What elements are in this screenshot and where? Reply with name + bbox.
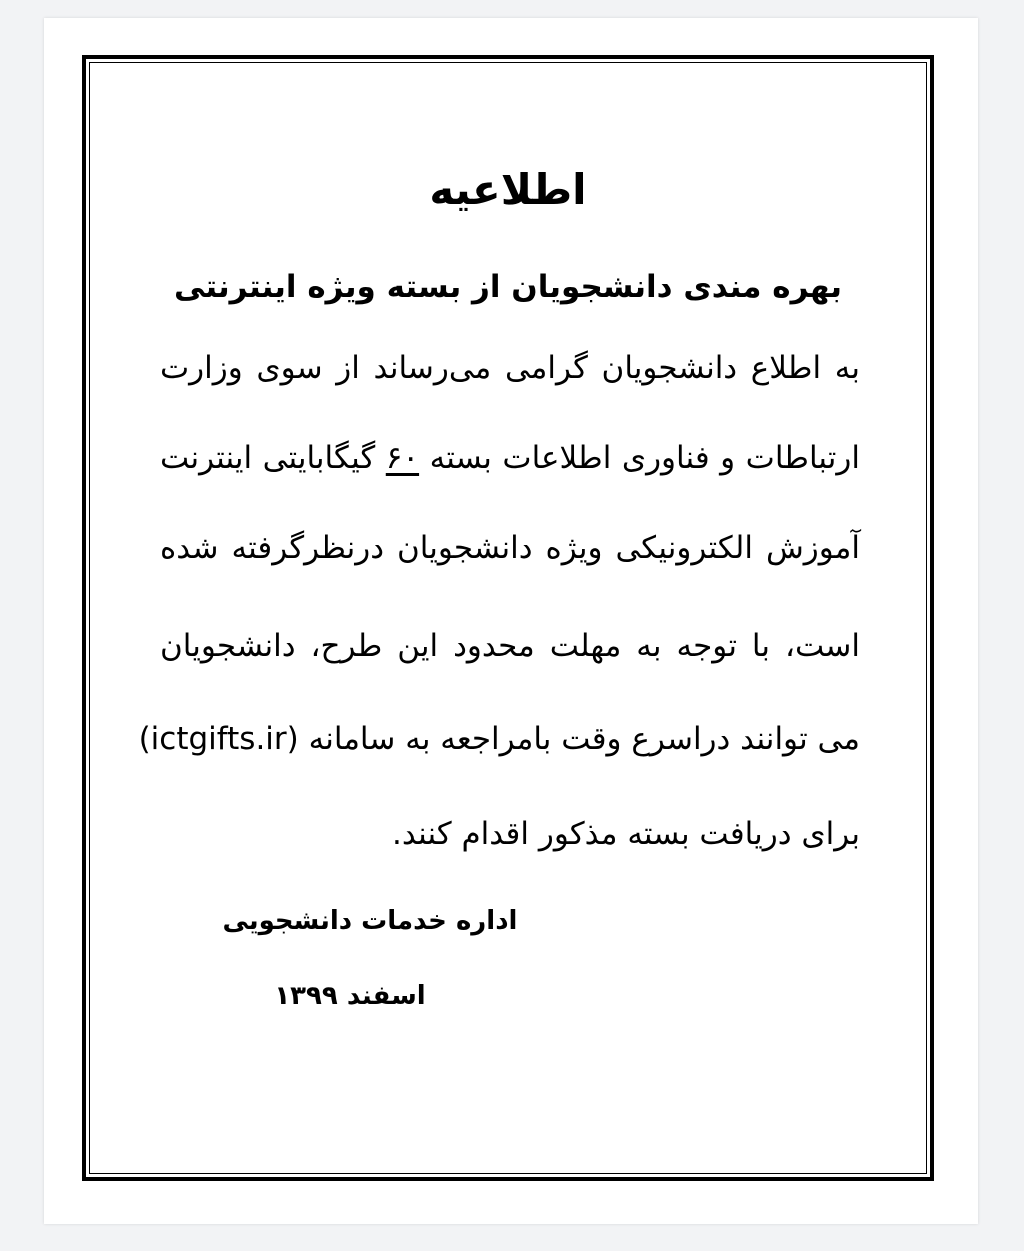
notice-title: اطلاعیه: [429, 165, 587, 214]
notice-subtitle: بهره مندی دانشجویان از بسته ویژه اینترنتی: [174, 269, 842, 305]
notice-line-3: آموزش الکترونیکی ویژه دانشجویان درنظرگرفته شده: [160, 530, 860, 566]
notice-frame: [82, 55, 934, 1181]
notice-line-2-start: ارتباطات و فناوری اطلاعات بسته: [429, 440, 860, 476]
package-size-number: ۶۰: [385, 440, 420, 476]
notice-line-6: برای دریافت بسته مذکور اقدام کنند.: [392, 816, 860, 852]
document-page: [44, 18, 978, 1224]
notice-line-1: به اطلاع دانشجویان گرامی می‌رساند از سوی وزارت: [160, 350, 860, 386]
notice-line-2: [160, 440, 860, 476]
notice-frame-inner-border: [89, 62, 927, 1174]
notice-line-4: است، با توجه به مهلت محدود این طرح، دانشجویان: [160, 628, 860, 664]
notice-line-5: می توانند دراسرع وقت بامراجعه به سامانه (ictgifts.ir): [138, 721, 860, 757]
signature-office: اداره خدمات دانشجویی: [222, 906, 518, 936]
signature-date: اسفند ۱۳۹۹: [274, 981, 426, 1011]
notice-line-2-end: گیگابایتی اینترنت: [160, 440, 376, 476]
